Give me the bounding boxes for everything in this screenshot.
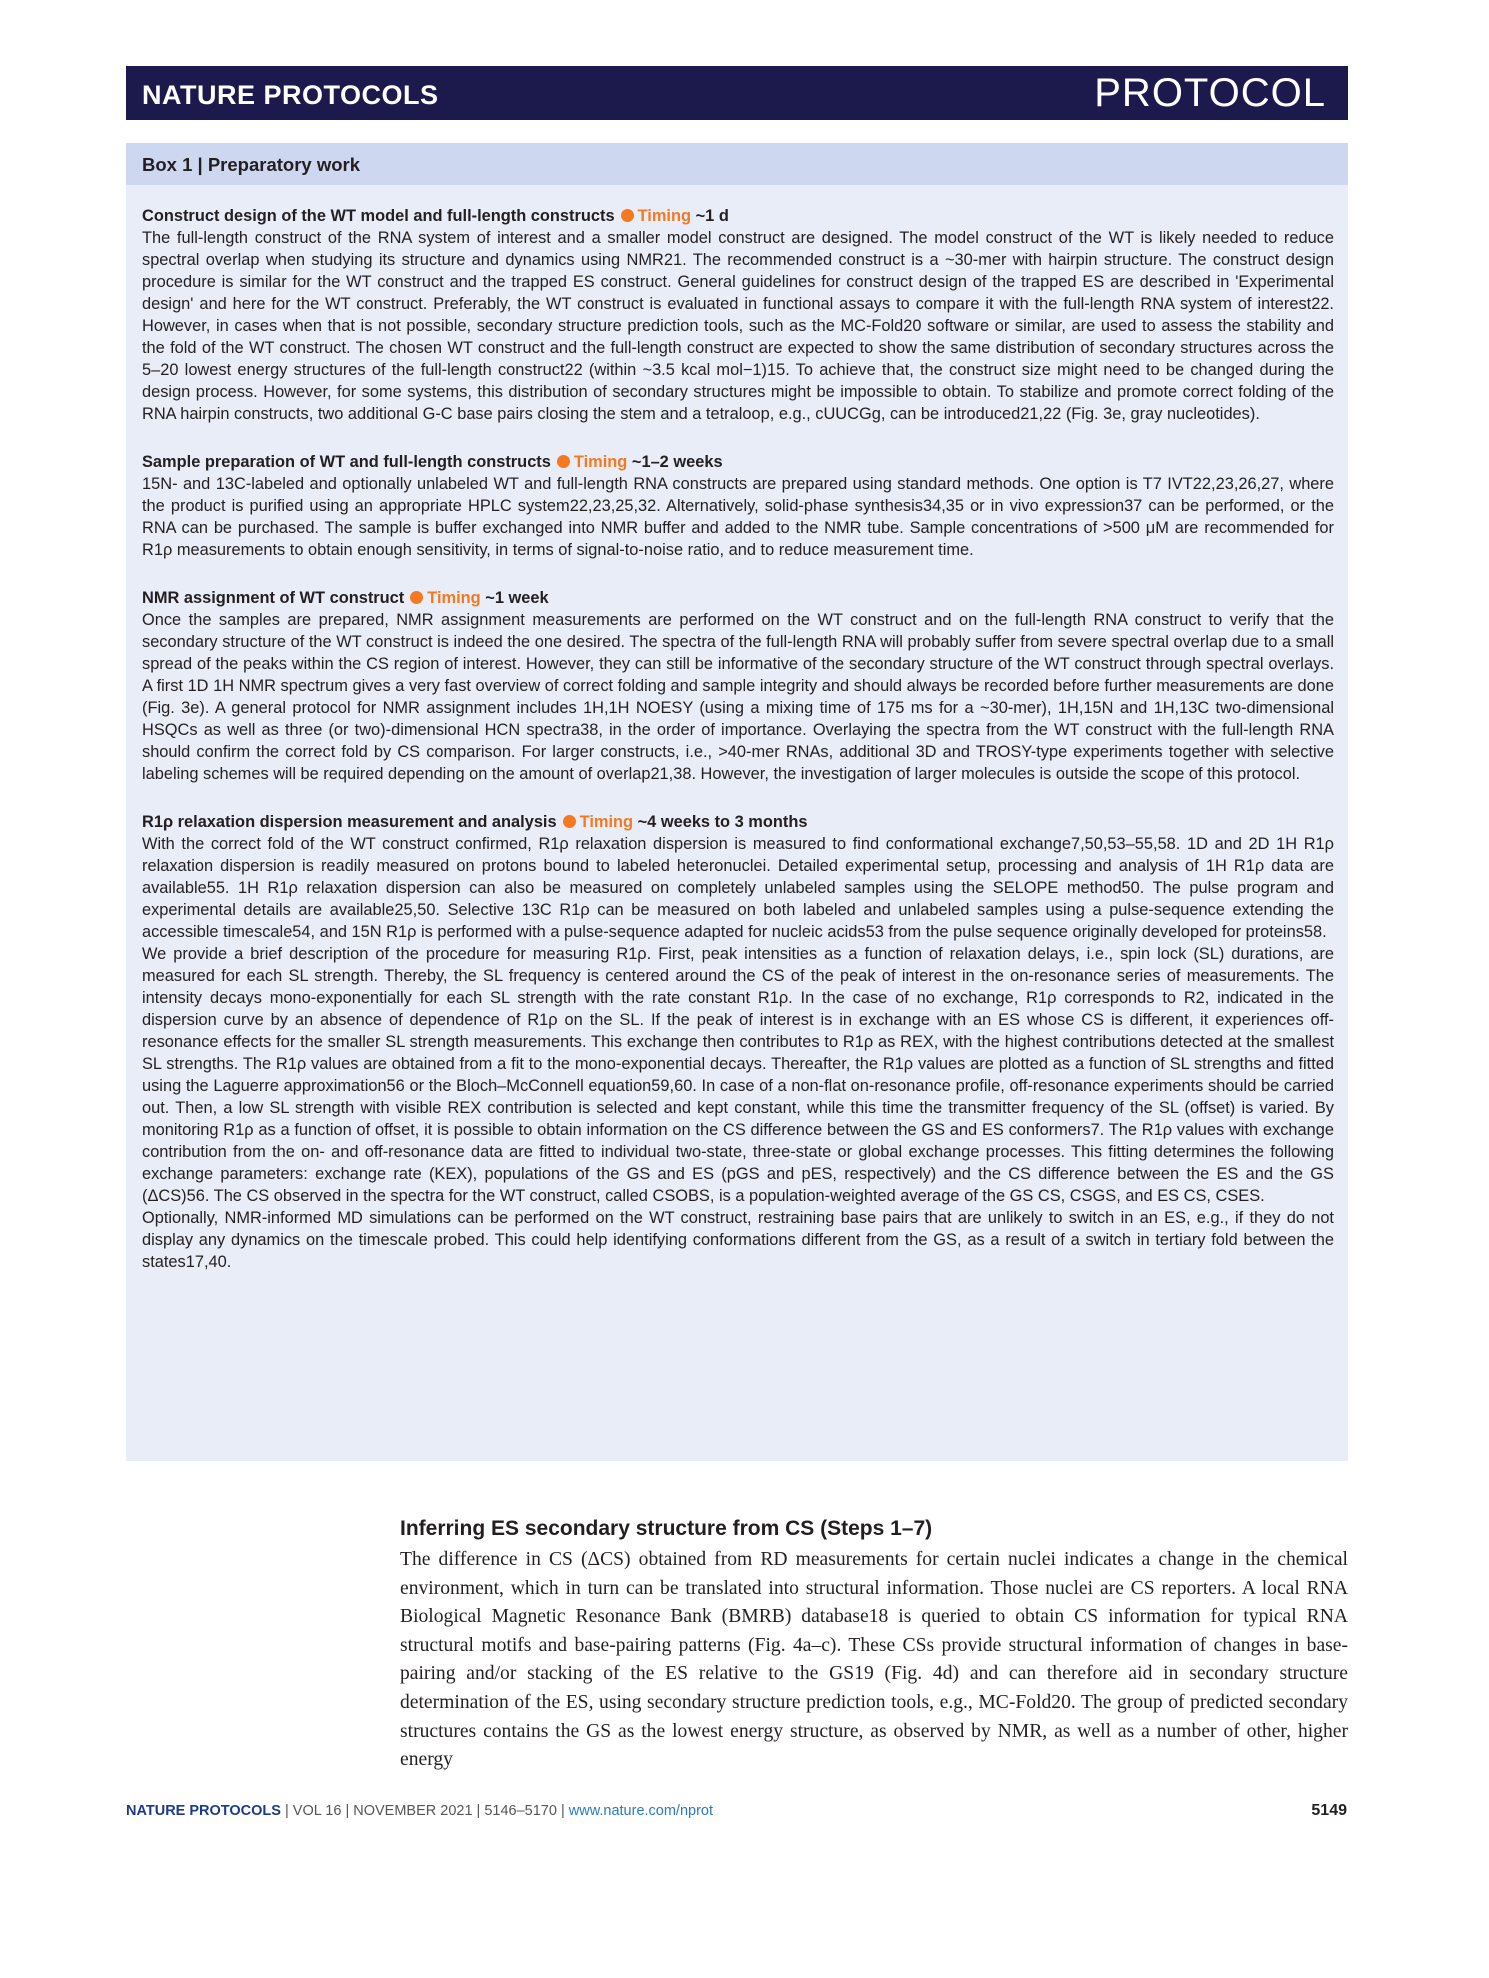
- box-content: [142, 205, 1334, 1299]
- section-heading: [142, 205, 1334, 227]
- section-title: Inferring ES secondary structure from CS (Steps 1–7): [400, 1517, 933, 1540]
- main-body: [400, 1546, 1348, 1775]
- timing-value: ~1 d: [695, 207, 729, 225]
- journal-name: NATURE PROTOCOLS: [142, 80, 439, 110]
- footer-journal: NATURE PROTOCOLS: [126, 1803, 281, 1819]
- section-heading-text: Construct design of the WT model and full-length constructs: [142, 207, 615, 225]
- section-paragraph: The full-length construct of the RNA system of interest and a smaller model construct are designed. The model construct of the WT is likely needed to reduce spectral overlap when studying its structure and dynamics using NMR21. The recommended construct is a ~30-mer with hairpin structure. The construct design procedure is similar for the WT construct and the trapped ES construct. General guidelines for construct design of the trapped ES are described in 'Experimental design' and here for the WT construct. Preferably, the WT construct is evaluated in functional assays to compare it with the full-length RNA system of interest22. However, in cases when that is not possible, secondary structure prediction tools, such as the MC-Fold20 software or similar, are used to assess the stability and the fold of the WT construct. The chosen WT construct and the full-length construct are expected to show the same distribution of secondary structures across the 5–20 lowest energy structures of the full-length construct22 (within ~3.5 kcal mol−1)15. To achieve that, the construct size might need to be changed during the design process. However, for some systems, this distribution of secondary structures might be impossible to obtain. To stabilize and promote correct folding of the RNA hairpin constructs, two additional G-C base pairs closing the stem and a tetraloop, e.g., cUUCGg, can be introduced21,22 (Fig. 3e, gray nucleotides).: [142, 229, 1334, 423]
- footer-url-link[interactable]: www.nature.com/nprot: [568, 1803, 714, 1819]
- timing-value: ~1–2 weeks: [631, 453, 723, 471]
- section-heading: [142, 587, 1334, 609]
- box-section-nmr-assignment: [142, 587, 1334, 785]
- section-heading: [142, 811, 1334, 833]
- box-section-sample-preparation: [142, 451, 1334, 561]
- timing-dot-icon: [621, 209, 634, 222]
- section-heading-text: Sample preparation of WT and full-length constructs: [142, 453, 551, 471]
- section-paragraph: We provide a brief description of the procedure for measuring R1ρ. First, peak intensities as a function of relaxation delays, i.e., spin lock (SL) durations, are measured for each SL strength. Thereby, the SL frequency is centered around the CS of the peak of interest in the on-resonance series of measurements. The intensity decays mono-exponentially for each SL strength with the rate constant R1ρ. In the case of no exchange, R1ρ corresponds to R2, indicated in the dispersion curve by an absence of dependence of R1ρ on the SL. If the peak of interest is in exchange with an ES whose CS is different, it experiences off-resonance effects for the smaller SL strength measurements. This exchange then contributes to R1ρ as REX, with the highest contributions detected at the smallest SL strengths. The R1ρ values are obtained from a fit to the mono-exponential decays. Thereafter, the R1ρ values are plotted as a function of SL strengths and fitted using the Laguerre approximation56 or the Bloch–McConnell equation59,60. In case of a non-flat on-resonance profile, off-resonance experiments should be carried out. Then, a low SL strength with visible REX contribution is selected and kept constant, while this time the transmitter frequency of the SL (offset) is varied. By monitoring R1ρ as a function of offset, it is possible to obtain information on the CS difference between the GS and ES conformers7. The R1ρ values with exchange contribution from the on- and off-resonance data are fitted to individual two-state, three-state or global exchange processes. This fitting determines the following exchange parameters: exchange rate (KEX), populations of the GS and ES (pGS and pES, respectively) and the CS difference between the ES and the GS (ΔCS)56. The CS observed in the spectra for the WT construct, called CSOBS, is a population-weighted average of the GS CS, CSGS, and ES CS, CSES.: [142, 945, 1334, 1205]
- footer-volume-info: VOL 16 | NOVEMBER 2021 | 5146–5170: [292, 1803, 557, 1819]
- footer-citation: NATURE PROTOCOLS | VOL 16 | NOVEMBER 2021 | 5146–5170 | www.nature.com/nprot: [126, 1803, 714, 1819]
- page-header: [126, 66, 1348, 120]
- timing-dot-icon: [410, 591, 423, 604]
- article-type-label: PROTOCOL: [1094, 71, 1326, 115]
- timing-label: Timing: [573, 453, 628, 471]
- page-number: 5149: [1311, 1802, 1347, 1819]
- section-paragraph: Optionally, NMR-informed MD simulations can be performed on the WT construct, restraining base pairs that are unlikely to switch in an ES, e.g., if they do not display any dynamics on the timescale probed. This could help identifying conformations different from the GS, as a result of a switch in tertiary fold between the states17,40.: [142, 1209, 1334, 1271]
- section-paragraph: Once the samples are prepared, NMR assignment measurements are performed on the WT construct and on the full-length RNA construct to verify that the secondary structure of the WT construct is indeed the one desired. The spectra of the full-length RNA will probably suffer from severe spectral overlap due to a small spread of the peaks within the CS region of interest. However, they can still be informative of the secondary structure of the WT construct through spectral overlays. A first 1D 1H NMR spectrum gives a very fast overview of correct folding and sample integrity and should always be recorded before further measurements are done (Fig. 3e). A general protocol for NMR assignment includes 1H,1H NOESY (using a mixing time of 175 ms for a ~30-mer), 1H,15N and 1H,13C two-dimensional HSQCs as well as three (or two)-dimensional HCN spectra38, in the order of importance. Overlaying the spectra from the WT construct with the full-length RNA should confirm the correct fold by CS comparison. For larger constructs, i.e., >40-mer RNAs, additional 3D and TROSY-type experiments together with selective labeling schemes will be required depending on the amount of overlap21,38. However, the investigation of larger molecules is outside the scope of this protocol.: [142, 611, 1334, 783]
- box-section-relaxation-dispersion: [142, 811, 1334, 1273]
- preparatory-work-box: [126, 143, 1348, 1461]
- box-title: Box 1 | Preparatory work: [142, 154, 361, 175]
- section-heading-text: NMR assignment of WT construct: [142, 589, 405, 607]
- section-heading-text: R1ρ relaxation dispersion measurement and analysis: [142, 813, 557, 831]
- timing-value: ~1 week: [485, 589, 549, 607]
- section-heading: [142, 451, 1334, 473]
- timing-dot-icon: [563, 815, 576, 828]
- body-paragraph: The difference in CS (ΔCS) obtained from RD measurements for certain nuclei indicates a change in the chemical environment, which in turn can be translated into structural information. Those nuclei are CS reporters. A local RNA Biological Magnetic Resonance Bank (BMRB) database18 is queried to obtain CS information for typical RNA structural motifs and base-pairing patterns (Fig. 4a–c). These CSs provide structural information of changes in base-pairing and/or stacking of the ES relative to the GS19 (Fig. 4d) and can therefore aid in secondary structure determination of the ES, using secondary structure prediction tools, e.g., MC-Fold20. The group of predicted secondary structures contains the GS as the lowest energy structure, as observed by NMR, as well as a number of other, higher energy: [400, 1549, 1348, 1771]
- section-paragraph: 15N- and 13C-labeled and optionally unlabeled WT and full-length RNA constructs are prepared using standard methods. One option is T7 IVT22,23,26,27, where the product is purified using an appropriate HPLC system22,23,25,32. Alternatively, solid-phase synthesis34,35 or in vivo expression37 can be performed, or the RNA can be purchased. The sample is buffer exchanged into NMR buffer and added to the NMR tube. Sample concentrations of >500 μM are recommended for R1ρ measurements to obtain enough sensitivity, in terms of signal-to-noise ratio, and to reduce measurement time.: [142, 475, 1334, 559]
- timing-value: ~4 weeks to 3 months: [637, 813, 808, 831]
- box-title-bar: [126, 143, 1348, 185]
- timing-dot-icon: [557, 455, 570, 468]
- timing-label: Timing: [427, 589, 481, 607]
- box-section-construct-design: [142, 205, 1334, 425]
- timing-label: Timing: [579, 813, 634, 831]
- timing-label: Timing: [637, 207, 692, 225]
- section-paragraph: With the correct fold of the WT construct confirmed, R1ρ relaxation dispersion is measured to find conformational exchange7,50,53–55,58. 1D and 2D 1H R1ρ relaxation dispersion is readily measured on protons bound to labeled heteronuclei. Detailed experimental setup, processing and analysis of 1H R1ρ data are available55. 1H R1ρ relaxation dispersion can also be measured on completely unlabeled samples using the SELOPE method50. The pulse program and experimental details are available25,50. Selective 13C R1ρ can be measured on both labeled and unlabeled samples using a pulse-sequence extending the accessible timescale54, and 15N R1ρ is performed with a pulse-sequence adapted for nucleic acids53 from the pulse sequence originally developed for proteins58.: [142, 835, 1334, 941]
